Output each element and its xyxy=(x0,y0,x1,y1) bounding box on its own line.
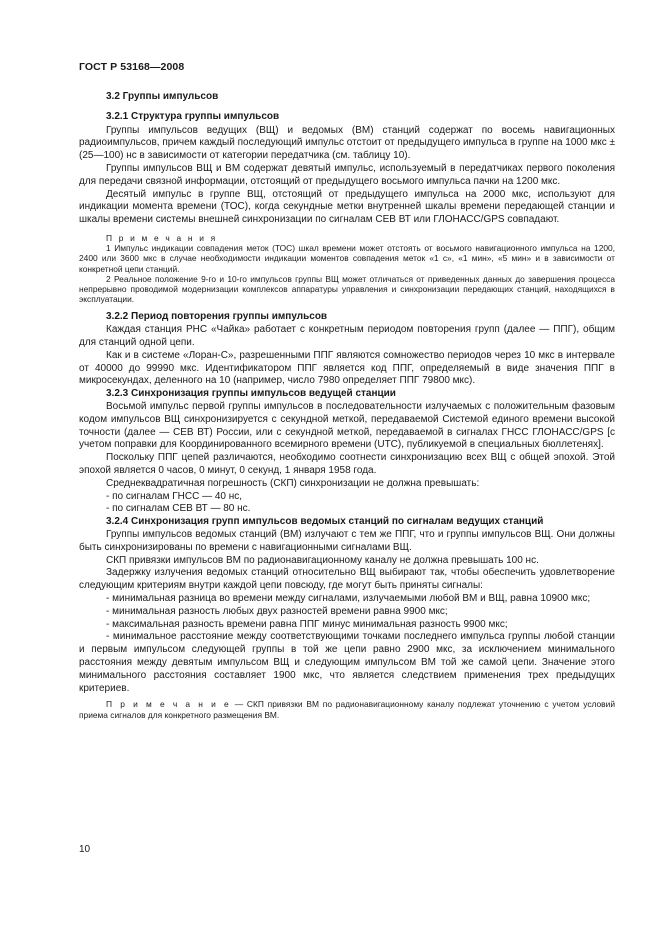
document-body xyxy=(79,91,615,720)
list-item: - минимальная разность любых двух разностей времени равна 9900 мкс; xyxy=(106,605,448,617)
paragraph: Поскольку ППГ цепей различаются, необходимо соотнести синхронизацию всех ВЩ с общей эпохой. Этой эпохой является 0 часов, 0 минут, 0 секунд, 1 января 1958 года. xyxy=(79,452,615,476)
paragraph: Как и в системе «Лоран-С», разрешенными ППГ являются сомножество периодов через 10 мкс в интервале от 40000 до 99990 мкс. Идентификатором ППГ является код ППГ, определяемый в виде значения ППГ в микросекундах, деленного на 10 (например, число 7980 определяет ППГ 79800 мкс). xyxy=(79,349,615,387)
section-title-3-2: 3.2 Группы импульсов xyxy=(106,91,219,102)
paragraph: Восьмой импульс первой группы импульсов в последовательности излучаемых с положительным фазовым кодом импульсов ВЩ синхронизируется с секундной меткой, передаваемой Системой единого времени высокой точности (далее — СЕВ ВТ) России, или с секундной меткой, передаваемой в сигналах ГНСС ГЛОНАСС/GPS [с учетом поправки для Координированного всемирного времени (UTC), публикуемой в специальных бюллетенях]. xyxy=(79,400,615,451)
note-text: — СКП привязки ВМ по радионавигационному каналу подлежат уточнению с учетом условий приема сигналов для конкретного размещения ВМ. xyxy=(79,699,615,720)
paragraph: Группы импульсов ВЩ и ВМ содержат девятый импульс, используемый в передатчиках первого поколения для передачи связной информации, отстоящий от предыдущего восьмого импульса пачки на 1200 мкс. xyxy=(79,162,615,187)
list-item: - по сигналам СЕВ ВТ — 80 нс. xyxy=(106,503,251,515)
list-item: - максимальная разность времени равна ППГ минус минимальная разность 9900 мкс; xyxy=(106,618,508,630)
paragraph: Группы импульсов ведомых станций (ВМ) излучают с тем же ППГ, что и группы импульсов ВЩ. Они должны быть синхронизированы по времени с навигационными сигналами ВЩ. xyxy=(79,528,615,553)
paragraph: Среднеквадратичная погрешность (СКП) синхронизации не должна превышать: xyxy=(106,477,480,489)
paragraph: СКП привязки импульсов ВМ по радионавигационному каналу не должна превышать 100 нс. xyxy=(106,554,539,566)
paragraph: Десятый импульс в группе ВЩ, отстоящий от предыдущего импульса на 2000 мкс, используют для индикации момента времени (ТОС), когда секундные метки внутренней шкалы времени передающей станции и шкалы времени системы внешней синхронизации по сигналам СЕВ ВТ или ГЛОНАСС/GPS совпадают. xyxy=(79,188,615,226)
list-item: - минимальное расстояние между соответствующими точками последнего импульса группы любой станции и первым импульсом следующей группы в той же цепи равно 2900 мкс, за исключением минимального расстояния между девятым импульсом ВЩ и следующим импульсом ВМ той же самой цепи. Значение этого минимального расстояния составляет 1900 мкс, что является следствием применения трех предыдущих критериев. xyxy=(79,631,615,694)
note-block xyxy=(79,699,615,719)
note-label: П р и м е ч а н и е xyxy=(106,699,231,710)
list-item: - минимальная разница во времени между сигналами, излучаемыми любой ВМ и ВЩ, равна 10900 мкс; xyxy=(106,592,591,604)
list-item: - по сигналам ГНСС — 40 нс, xyxy=(106,490,243,502)
paragraph: Группы импульсов ведущих (ВЩ) и ведомых (ВМ) станций содержат по восемь навигационных радиоимпульсов, причем каждый последующий импульс отстоит от предыдущего импульса в группе на 1000 мкс ± (25—100) нс в зависимости от категории передатчика (см. таблицу 10). xyxy=(79,124,615,162)
note-item: 2 Реальное положение 9-го и 10-го импульсов группы ВЩ может отличаться от приведенных данных до завершения процесса непрерывно проводимой модернизации комплексов аппаратуры управления и синхронизации передающих станций, находящихся в эксплуатации. xyxy=(79,273,615,305)
page-number: 10 xyxy=(79,844,91,855)
notes-block xyxy=(79,233,615,304)
note-item: 1 Импульс индикации совпадения меток (ТОС) шкал времени может отстоять от восьмого навигационного импульса на 1200, 2400 или 3600 мкс в случае необходимости индикации моментов совпадения меток «1 с», «1 мин», «5 мин» и в зависимости от конкретной цепи станций. xyxy=(79,243,615,274)
section-title-3-2-4: 3.2.4 Синхронизация групп импульсов ведомых станций по сигналам ведущих станций xyxy=(106,516,544,528)
section-title-3-2-3: 3.2.3 Синхронизация группы импульсов ведущей станции xyxy=(106,388,396,400)
section-title-3-2-2: 3.2.2 Период повторения группы импульсов xyxy=(106,311,328,323)
notes-title: П р и м е ч а н и я xyxy=(106,232,218,243)
section-title-3-2-1: 3.2.1 Структура группы импульсов xyxy=(106,110,280,122)
paragraph: Задержку излучения ведомых станций относительно ВЩ выбирают так, чтобы обеспечить удовлетворение следующим критериям внутри каждой цепи повсюду, где могут быть приняты сигналы: xyxy=(79,567,615,592)
document-header: ГОСТ Р 53168—2008 xyxy=(79,61,185,73)
paragraph: Каждая станция РНС «Чайка» работает с конкретным периодом повторения групп (далее — ППГ), общим для станций одной цепи. xyxy=(79,324,615,348)
